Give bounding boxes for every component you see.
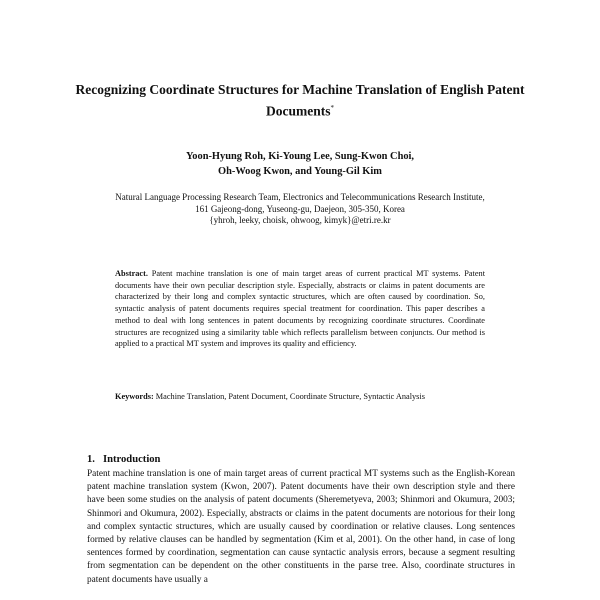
title-footnote-mark: * <box>330 104 334 112</box>
affiliation-line: Natural Language Processing Research Team, Electronics and Telecommunications Research Institute, <box>115 192 485 202</box>
paper-title <box>70 80 530 121</box>
author-line: Oh-Woog Kwon, and Young-Gil Kim <box>218 166 382 177</box>
section-title: Introduction <box>102 454 161 465</box>
affiliation-email: {yhroh, leeky, choisk, ohwoog, kimyk}@etri.re.kr <box>209 215 391 225</box>
section-body: Patent machine translation is one of main target areas of current practical MT systems such as the English-Korean patent machine translation system (Kwon, 2007). Patent documents have their own description style and there have been some studies on the analysis of patent documents (Sheremetyeva, 2003; Shinmori and Okumura, 2003; Shinmori and Okumura, 2002). Especially, abstracts or claims in the patent documents are notorious for their long and complex syntactic structures, which are usually caused by coordination or relative clauses. Long sentences formed by relative clauses can be handled by segmentation (Kim et al, 2001). On the other hand, in case of long sentences formed by coordination, segmentation can cause syntactic analysis errors, because a segment resulting from segmentation can be dependent on the other constituents in the parse tree. Also, coordinate structures in patent documents have usually a <box>87 469 515 585</box>
keywords-text: Machine Translation, Patent Document, Coordinate Structure, Syntactic Analysis <box>155 392 425 401</box>
abstract-label: Abstract. <box>115 269 148 278</box>
affiliation-line: 161 Gajeong-dong, Yuseong-gu, Daejeon, 305-350, Korea <box>195 203 405 214</box>
author-line: Yoon-Hyung Roh, Ki-Young Lee, Sung-Kwon Choi, <box>185 151 415 162</box>
paper-title-text: Recognizing Coordinate Structures for Machine Translation of English Patent Documents <box>75 82 525 119</box>
section-number: 1. <box>87 454 95 465</box>
abstract-text: Patent machine translation is one of main target areas of current practical MT systems. Patent documents have their own peculiar description style. Especially, abstracts or claims in patent documents are characterized by their long and complex syntactic structures, which are often caused by coordination. So, syntactic analysis of patent documents requires special treatment for coordination. This paper describes a method to deal with long sentences in patent documents by recognizing coordinate structures. Coordinate structures are recognized using a similarity table which reflects parallelism between conjuncts. Our method is applied to a practical MT system and improves its quality and efficiency. <box>115 269 486 349</box>
affiliation-block <box>80 192 520 227</box>
author-list <box>120 149 480 179</box>
keywords-label: Keywords: <box>115 392 154 401</box>
abstract-block <box>115 268 485 350</box>
keywords-block <box>115 391 485 403</box>
section-heading <box>87 454 160 465</box>
